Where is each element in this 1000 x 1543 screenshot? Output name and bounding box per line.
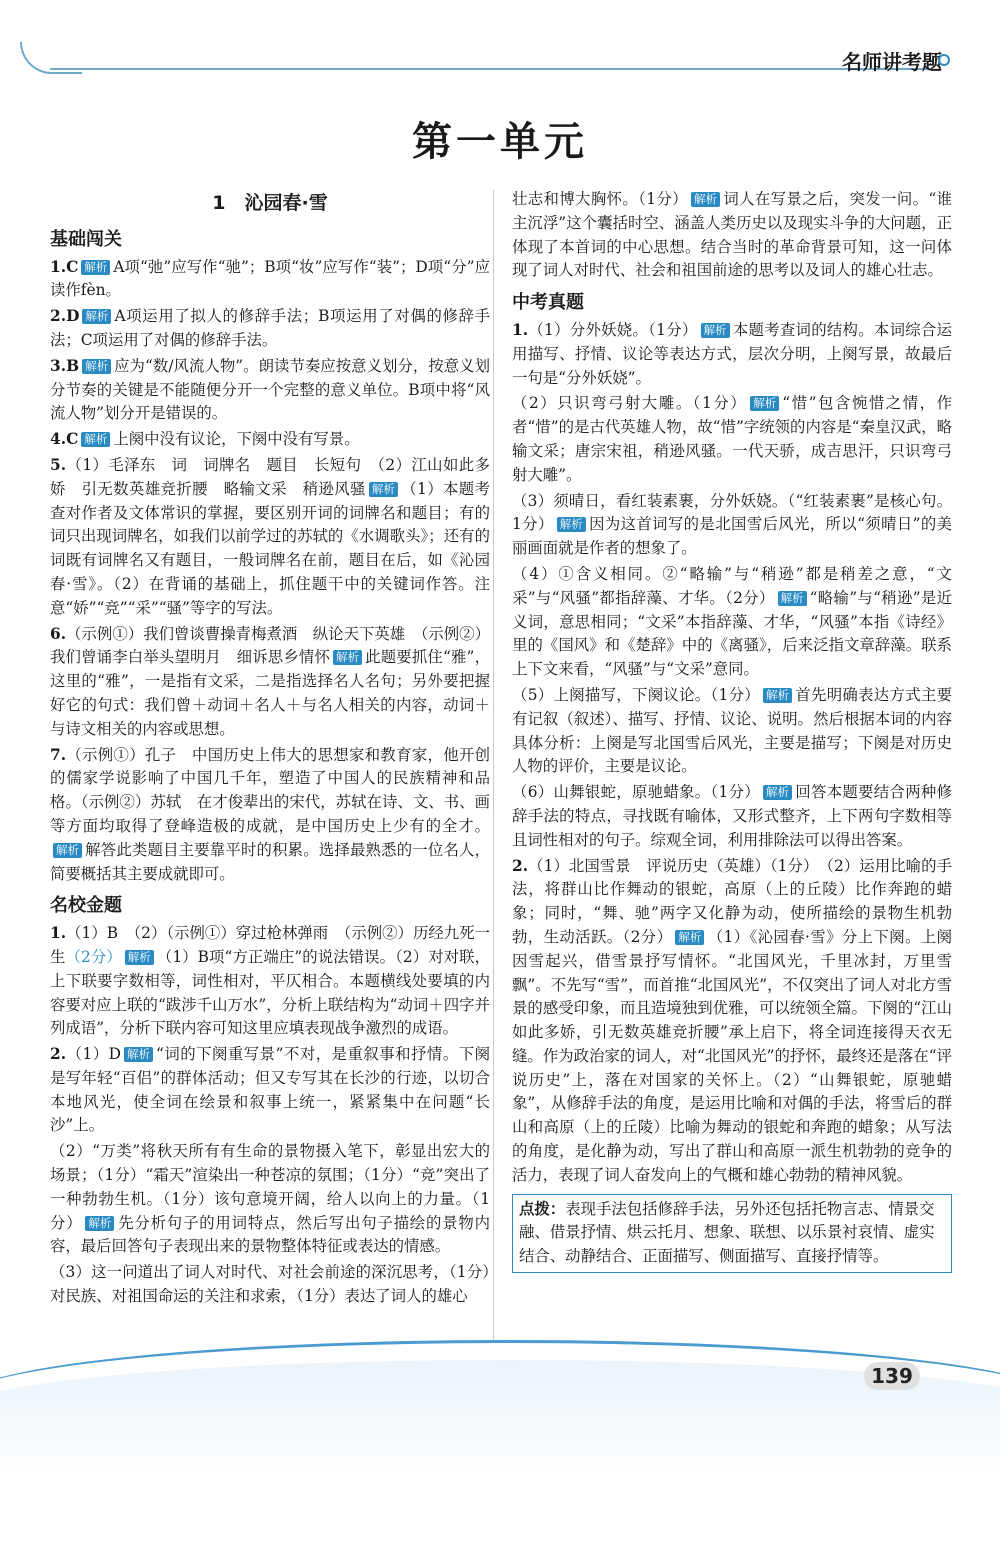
item-answer-text: （1）B （2）（示例①）穿过枪林弹雨 （示例②）历经九死一生 <box>50 924 490 966</box>
section-title-famous: 名校金题 <box>50 895 122 917</box>
item-answer-text: （2）“万类”将秋天所有有生命的景物摄入笔下，彰显出宏大的场景；（1分）“霜天”渲染出一种苍凉的氛围；（1分）“竞”突出了一种勃勃生机。（1分）该句意境开阔，给人以向上的力量。（1分） <box>50 1142 490 1232</box>
basic-items <box>50 256 490 887</box>
item-analysis: 解答此类题目主要靠平时的积累。选择最熟悉的一位名人，简要概括其主要成就即可。 <box>50 840 490 883</box>
continued-items <box>512 188 952 283</box>
item-answer-text: （示例①）孔子 中国历史上伟大的思想家和教育家，他开创的儒家学说影响了中国几千年，塑造了中国人的民族精神和品格。（示例②）苏轼 在才俊辈出的宋代，苏轼在诗、文、书、画等方面均取得了登峰造极的成就，是中国历史上少有的全才。 <box>50 745 490 835</box>
footer-curve <box>0 1340 1000 1543</box>
item-analysis: （1）本题考查对作者及文体常识的掌握，要区别开词的词牌名和题目；有的词只出现词牌名，如我们以前学过的苏轼的《水调歌头》；还有的词既有词牌名又有题目，一般词牌名在前，题目在后，如《沁园春·雪》。（2）在背诵的基础上，抓住题干中的关键词作答。注意“娇”“竞”“采”“骚”等字的写法。 <box>50 479 490 617</box>
item-analysis: “词的下阕重写景”不对，是重叙事和抒情。下阕是写年轻“百侣”的群体活动；但又专写其在长沙的行迹，以切合本地风光，使全词在绘景和叙事上统一，紧紧集中在问题“长沙”上。 <box>50 1045 490 1135</box>
item-analysis: “略输”与“稍逊”是近义词，意思相同；“文采”本指辞藻、才华，“风骚”本指《诗经》里的《国风》和《楚辞》中的《离骚》，后来泛指文章辞藻。联系上下文来看，“风骚”与“文采”意同。 <box>512 588 952 679</box>
section-title-basic: 基础闯关 <box>50 228 122 250</box>
analysis-tag-icon: 解析 <box>82 359 111 374</box>
answer-item <box>512 319 952 390</box>
answer-item <box>50 454 490 621</box>
item-answer-text: 壮志和博大胸怀。（1分） <box>512 190 688 208</box>
unit-title: 第一单元 <box>412 119 588 165</box>
item-answer-text: （5）上阕描写，下阕议论。（1分） <box>512 685 760 704</box>
analysis-tag-icon: 解析 <box>691 192 720 207</box>
analysis-tag-icon: 解析 <box>53 843 82 858</box>
item-answer-text: （1）北国雪景 评说历史（英雄）（1分） （2）运用比喻的手法，将群山比作舞动的银蛇，高原（上的丘陵）比作奔跑的蜡象；同时，“舞、驰”两字又化静为动，使所描绘的景物生机勃勃，生动活跃。（2分） <box>512 856 952 946</box>
answer-item <box>50 1140 490 1259</box>
item-analysis: A项“弛”应写作“驰”；B项“妆”应写作“装”；D项“分”应读作fèn。 <box>50 257 490 300</box>
analysis-tag-icon: 解析 <box>778 591 807 606</box>
answer-item <box>50 744 490 887</box>
analysis-tag-icon: 解析 <box>333 650 362 665</box>
answer-item <box>512 563 952 682</box>
header-rule <box>50 68 930 70</box>
keynote-text: 表现手法包括修辞手法，另外还包括托物言志、情景交融、借景抒情、烘云托月、想象、联想、以乐景衬哀情、虚实结合、动静结合、正面描写、侧面描写、直接抒情等。 <box>519 1199 935 1266</box>
keynote-label: 点拨： <box>519 1199 566 1218</box>
item-answer-text: （1）毛泽东 词 词牌名 题目 长短句 （2）江山如此多娇 引无数英雄竞折腰 略输文采 稍逊风骚 <box>50 455 490 498</box>
analysis-tag-icon: 解析 <box>763 785 792 800</box>
lesson-title: 1 沁园春·雪 <box>212 192 328 214</box>
answer-item <box>512 855 952 1188</box>
item-analysis: （1）《沁园春·雪》分上下阕。上阕因雪起兴，借雪景抒写情怀。“北国风光，千里冰封，万里雪飘”。不先写“雪”，而首推“北国风光”，不仅突出了词人对北方雪景的感受印象，而且造境独到优雅，可以统领全篇。下阕的“江山如此多娇，引无数英雄竞折腰”承上启下，将全词连接得天衣无缝。作为政治家的词人，对“北国风光”的抒怀，最终还是落在“评说历史”上，落在对国家的关怀上。（2）“山舞银蛇，原驰蜡象”，从修辞手法的角度，是运用比喻和对偶的手法，将雪后的群山和高原（上的丘陵）比喻为舞动的银蛇和奔跑的蜡象；从写法的角度，是化静为动，写出了群山和高原一派生机勃勃的竞争的活力，表现了词人奋发向上的气概和雄心勃勃的精神风貌。 <box>512 927 952 1184</box>
item-answer: D <box>66 307 80 326</box>
item-number: 6. <box>50 624 67 643</box>
item-number: 7. <box>50 745 67 764</box>
header-dot-icon <box>938 54 950 66</box>
answer-item <box>50 305 490 353</box>
right-column <box>512 188 952 1273</box>
item-number: 4. <box>50 430 67 449</box>
answer-item <box>50 1261 490 1309</box>
item-answer: B <box>66 356 80 375</box>
answer-item <box>50 355 490 426</box>
item-number: 2. <box>512 856 529 875</box>
answer-item <box>512 684 952 779</box>
item-number: 3. <box>50 356 67 375</box>
answer-item <box>50 256 490 304</box>
answer-item <box>512 490 952 561</box>
header-title: 名师讲考题 <box>842 50 942 74</box>
item-analysis: 首先明确表达方式主要有记叙（叙述）、描写、抒情、议论、说明。然后根据本词的内容具体分析：上阕是写北国雪后风光，主要是描写；下阕是对历史人物的评价，主要是议论。 <box>512 685 952 776</box>
item-analysis: “惜”包含惋惜之情，作者“惜”的是古代英雄人物，故“惜”字统领的内容是“秦皇汉武，略输文采；唐宗宋祖，稍逊风骚。一代天骄，成吉思汗，只识弯弓射大雕”。 <box>512 394 952 484</box>
keynote-box <box>512 1194 952 1273</box>
item-answer: C <box>66 257 79 276</box>
analysis-tag-icon: 解析 <box>750 396 779 411</box>
item-analysis: （1）B项“方正端庄”的说法错误。（2）对对联，上下联要字数相等，词性相对，平仄相合。本题横线处要填的内容要对应上联的“跋涉千山万水”，分析上联结构为“动词＋四字并列成语”，分析下联内容可知这里应填表现战争激烈的成语。 <box>50 947 490 1038</box>
analysis-tag-icon: 解析 <box>701 323 730 338</box>
answer-item <box>50 428 490 452</box>
analysis-tag-icon: 解析 <box>369 482 398 497</box>
item-analysis: 此题要抓住“雅”，这里的“雅”，一是指有文采，二是指选择名人名句；另外要把握好它的句式：我们曾＋动词＋名人＋与名人相关的内容，动词＋与诗文相关的内容或思想。 <box>50 648 490 738</box>
answer-item <box>50 922 490 1041</box>
famous-items <box>50 922 490 1309</box>
item-answer-text: （1）D <box>66 1045 121 1064</box>
analysis-tag-icon: 解析 <box>675 930 704 945</box>
left-column <box>50 188 490 1311</box>
answer-item <box>512 188 952 283</box>
item-analysis: 回答本题要结合两种修辞手法的特点，寻找既有喻体，又形式整齐，上下两句字数相等且词性相对的句子。综观全词，利用排除法可以得出答案。 <box>512 783 952 849</box>
analysis-tag-icon: 解析 <box>125 950 154 965</box>
item-number: 1. <box>50 257 67 276</box>
item-score: （2分） <box>65 947 122 966</box>
page-number: 139 <box>864 1362 920 1390</box>
item-number: 1. <box>50 924 67 943</box>
exam-items <box>512 319 952 1188</box>
column-divider <box>493 190 494 1340</box>
item-analysis: 应为“数/风流人物”。朗读节奏应按意义划分，按意义划分节奏的关键是不能随便分开一个完整的意义单位。B项中将“风流人物”划分开是错误的。 <box>50 356 490 423</box>
item-analysis: 先分析句子的用词特点，然后写出句子描绘的景物内容，最后回答句子表现出来的景物整体特征或表达的情感。 <box>50 1213 490 1256</box>
item-answer-text: （3）须晴日，看红装素裹，分外妖娆。（“红装素裹”是核心句。1分） <box>512 491 952 534</box>
analysis-tag-icon: 解析 <box>81 260 110 275</box>
item-analysis: A项运用了拟人的修辞手法；B项运用了对偶的修辞手法；C项运用了对偶的修辞手法。 <box>50 307 490 349</box>
item-number: 2. <box>50 1045 67 1064</box>
analysis-tag-icon: 解析 <box>763 688 792 703</box>
item-analysis: 上阕中没有议论，下阕中没有写景。 <box>113 430 360 449</box>
analysis-tag-icon: 解析 <box>124 1047 153 1062</box>
item-analysis: 本题考查词的结构。本词综合运用描写、抒情、议论等表达方式，层次分明，上阕写景，故最后一句是“分外妖娆”。 <box>512 320 952 387</box>
item-number: 1. <box>512 320 529 339</box>
answer-item <box>512 781 952 852</box>
section-title-exam: 中考真题 <box>512 292 584 314</box>
analysis-tag-icon: 解析 <box>557 517 586 532</box>
analysis-tag-icon: 解析 <box>82 309 111 324</box>
item-number: 2. <box>50 307 67 326</box>
answer-item <box>512 392 952 487</box>
item-answer-text: （4）①含义相同。②“略输”与“稍逊”都是稍差之意，“文采”与“风骚”都指辞藻、才华。（2分） <box>512 564 952 607</box>
answer-item <box>50 623 490 742</box>
item-analysis: 因为这首词写的是北国雪后风光，所以“须晴日”的美丽画面就是作者的想象了。 <box>512 515 952 558</box>
item-analysis: 词人在写景之后，突发一问。“谁主沉浮”这个囊括时空、涵盖人类历史以及现实斗争的大问题，正体现了本首词的中心思想。结合当时的革命背景可知，这一问体现了词人对时代、社会和祖国前途的思考以及词人的雄心壮志。 <box>512 190 952 280</box>
item-answer-text: （2）只识弯弓射大雕。（1分） <box>512 394 748 413</box>
item-number: 5. <box>50 455 67 474</box>
analysis-tag-icon: 解析 <box>85 1216 114 1231</box>
answer-item <box>50 1043 490 1138</box>
item-answer-text: （6）山舞银蛇，原驰蜡象。（1分） <box>512 783 760 802</box>
item-answer-text: （1）分外妖娆。（1分） <box>528 320 698 339</box>
analysis-tag-icon: 解析 <box>81 432 110 447</box>
item-answer-text: （示例①）我们曾谈曹操青梅煮酒 纵论天下英雄 （示例②）我们曾诵李白举头望明月 细诉思乡情怀 <box>50 624 490 667</box>
item-answer-text: （3）这一问道出了词人对时代、对社会前途的深沉思考，（1分）对民族、对祖国命运的关注和求索，（1分）表达了词人的雄心 <box>50 1263 490 1306</box>
item-answer: C <box>66 430 79 449</box>
